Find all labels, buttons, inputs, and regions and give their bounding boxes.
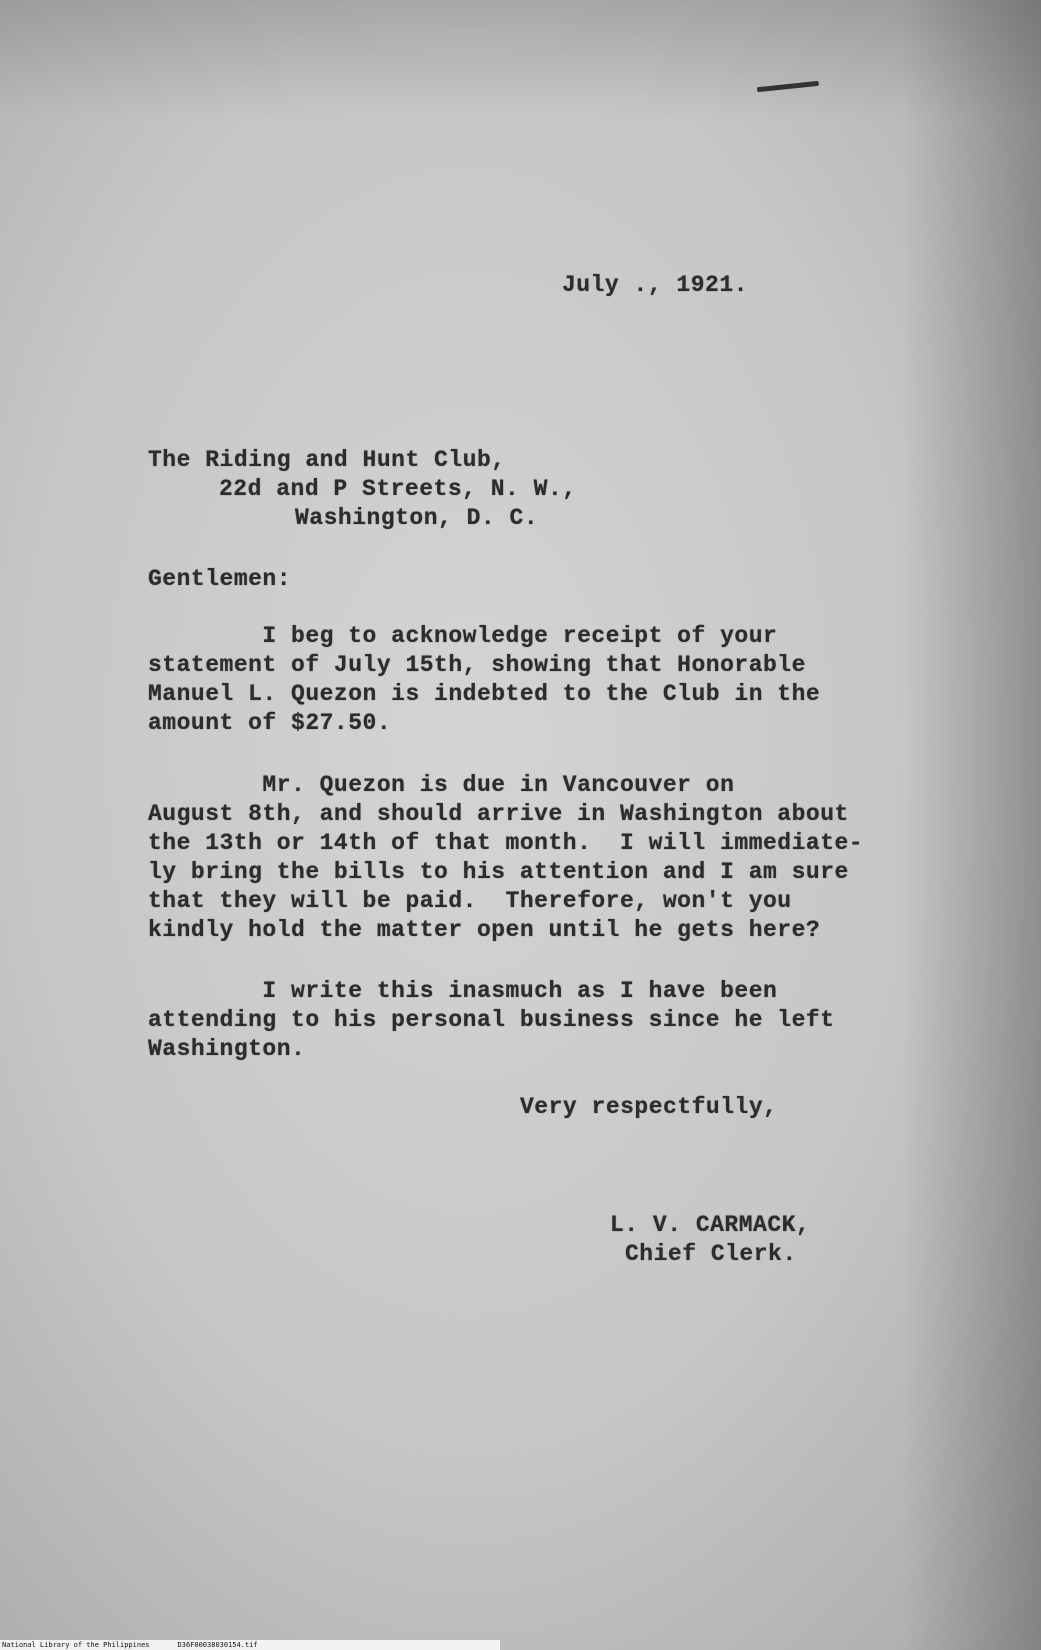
- paragraph-line: Washington.: [148, 1036, 306, 1062]
- recipient-name: The Riding and Hunt Club,: [148, 447, 506, 473]
- footer-source: National Library of the Philippines: [2, 1641, 150, 1649]
- paragraph-line: attending to his personal business since he left: [148, 1007, 835, 1033]
- paragraph-line: statement of July 15th, showing that Honorable: [148, 652, 806, 678]
- paragraph-line: August 8th, and should arrive in Washington about: [148, 801, 849, 827]
- paragraph-line: the 13th or 14th of that month. I will immediate-: [148, 830, 864, 856]
- signature-name: L. V. CARMACK,: [610, 1212, 811, 1238]
- paragraph-line: Mr. Quezon is due in Vancouver on: [148, 772, 735, 798]
- scan-shading-top: [0, 0, 1041, 120]
- paragraph-1: [148, 622, 820, 738]
- paragraph-2: [148, 771, 863, 945]
- paragraph-line: kindly hold the matter open until he gets here?: [148, 917, 821, 943]
- footer-file: D36F00038030154.tif: [177, 1641, 258, 1649]
- paragraph-line: I beg to acknowledge receipt of your: [148, 623, 778, 649]
- paragraph-line: Manuel L. Quezon is indebted to the Club in the: [148, 681, 821, 707]
- recipient-city: Washington, D. C.: [295, 505, 539, 531]
- paragraph-line: amount of $27.50.: [148, 710, 392, 736]
- paragraph-line: ly bring the bills to his attention and I am sure: [148, 859, 849, 885]
- signature-title: Chief Clerk.: [625, 1241, 797, 1267]
- scan-shading-right: [901, 0, 1041, 1650]
- paragraph-line: I write this inasmuch as I have been: [148, 978, 778, 1004]
- letter-date: July ., 1921.: [562, 272, 748, 298]
- paragraph-3: [148, 977, 835, 1064]
- salutation: Gentlemen:: [148, 566, 292, 592]
- scan-footer: [0, 1640, 500, 1650]
- recipient-street: 22d and P Streets, N. W.,: [219, 476, 577, 502]
- closing: Very respectfully,: [520, 1094, 778, 1120]
- paragraph-line: that they will be paid. Therefore, won't you: [148, 888, 792, 914]
